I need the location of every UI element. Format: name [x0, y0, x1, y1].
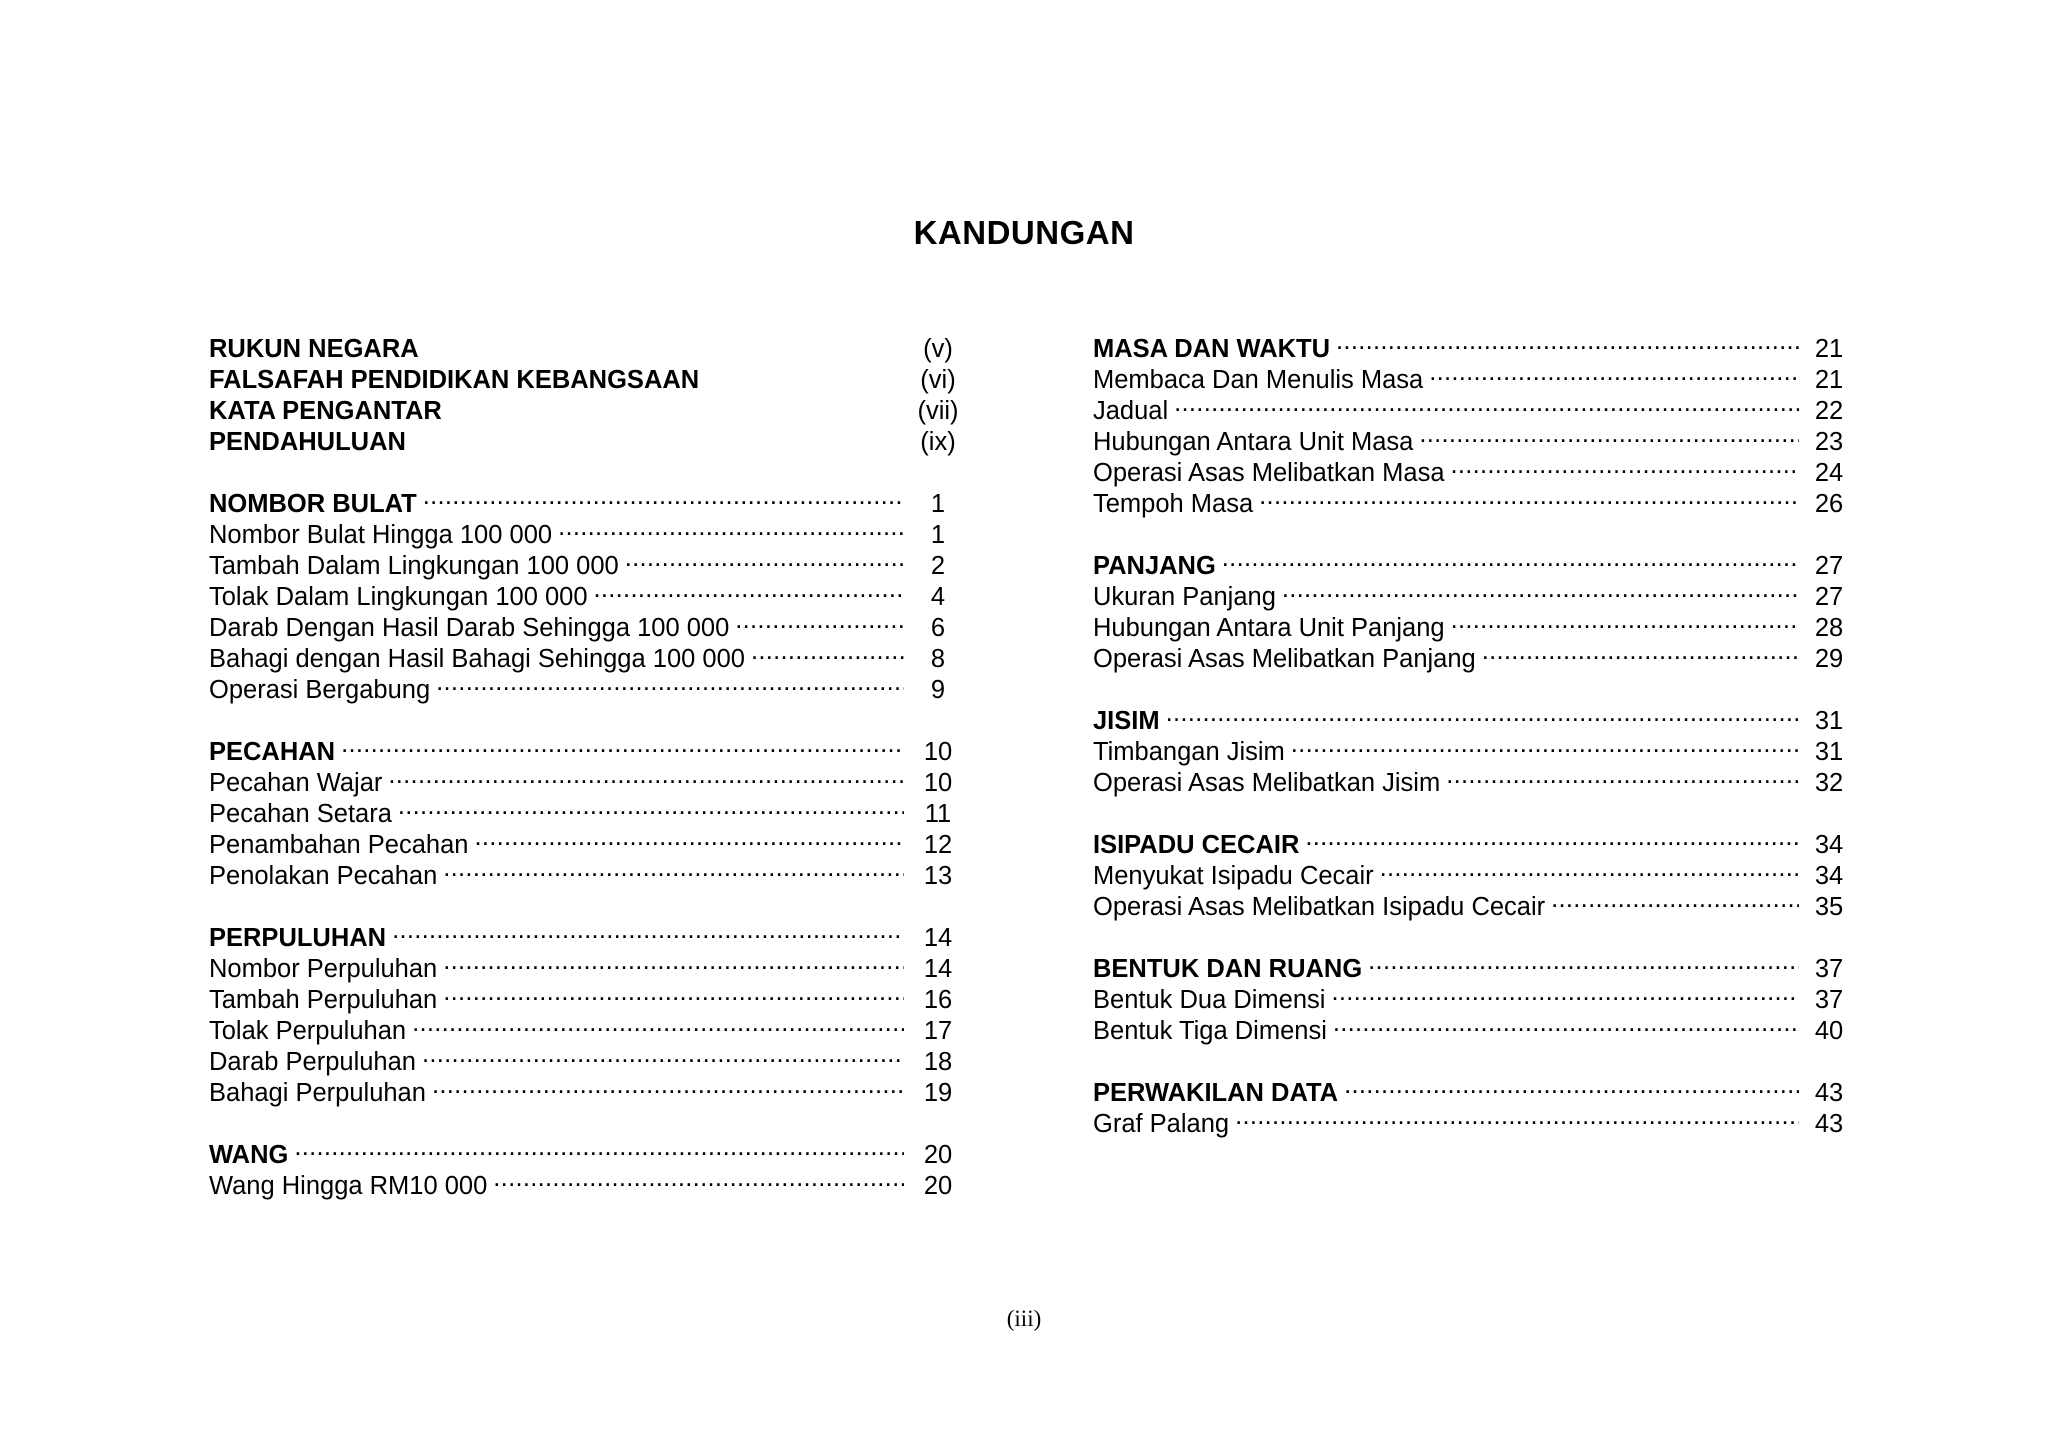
toc-leader-dots: [432, 1070, 904, 1101]
toc-leader-dots: [1222, 543, 1799, 574]
toc-entry-page: 1: [930, 490, 946, 518]
toc-entry-page: (vi): [920, 366, 956, 394]
toc-entry-label: Pecahan Wajar: [209, 769, 383, 797]
toc-leader-dots: [341, 729, 904, 760]
toc-entry-label: WANG: [209, 1141, 289, 1169]
toc-entry-page: 17: [923, 1017, 953, 1045]
toc-entry-label: Tolak Dalam Lingkungan 100 000: [209, 583, 588, 611]
toc-leader-dots: [705, 357, 904, 388]
toc-entry-label: KATA PENGANTAR: [209, 397, 442, 425]
toc-entry-label: Operasi Asas Melibatkan Isipadu Cecair: [1093, 893, 1546, 921]
toc-leader-dots: [412, 1008, 904, 1039]
toc-entry-page: 18: [923, 1048, 953, 1076]
toc-entry-page: 16: [923, 986, 953, 1014]
toc-section-heading: [1093, 698, 1853, 735]
toc-entry: [209, 1163, 966, 1200]
toc-leader-dots: [1282, 574, 1799, 605]
toc-leader-dots: [398, 791, 904, 822]
toc-entry-label: JISIM: [1093, 707, 1160, 735]
toc-leader-dots: [443, 853, 904, 884]
toc-entry-page: 20: [923, 1172, 953, 1200]
toc-entry-label: Jadual: [1093, 397, 1169, 425]
toc-leader-dots: [1551, 884, 1799, 915]
toc-section-heading: [209, 481, 966, 518]
toc-leader-dots: [294, 1132, 904, 1163]
toc-section-heading: [209, 326, 966, 363]
toc-entry-label: Graf Palang: [1093, 1110, 1230, 1138]
toc-leader-dots: [425, 326, 904, 357]
toc-section-heading: [209, 1132, 966, 1169]
toc-entry-page: 8: [930, 645, 946, 673]
toc-leader-dots: [392, 915, 904, 946]
toc-entry-label: ISIPADU CECAIR: [1093, 831, 1300, 859]
toc-section-heading: [209, 915, 966, 952]
toc-entry-page: 1: [930, 521, 946, 549]
toc-entry-page: 31: [1814, 707, 1844, 735]
toc-entry-label: PENDAHULUAN: [209, 428, 406, 456]
toc-entry-label: Tambah Dalam Lingkungan 100 000: [209, 552, 619, 580]
toc-entry-label: PECAHAN: [209, 738, 336, 766]
toc-leader-dots: [388, 760, 904, 791]
toc-entry-page: 21: [1814, 366, 1844, 394]
toc-entry-label: Tolak Perpuluhan: [209, 1017, 407, 1045]
toc-leader-dots: [1336, 326, 1799, 357]
toc-leader-dots: [474, 822, 904, 853]
toc-entry-page: 27: [1814, 583, 1844, 611]
toc-leader-dots: [735, 605, 904, 636]
toc-section-heading: [1093, 543, 1853, 580]
toc-entry-page: 4: [930, 583, 946, 611]
toc-entry-page: 19: [923, 1079, 953, 1107]
toc-entry-page: 34: [1814, 862, 1844, 890]
toc-leader-dots: [1451, 605, 1799, 636]
toc-entry-page: 40: [1814, 1017, 1844, 1045]
toc-entry-page: 13: [923, 862, 953, 890]
toc-leader-dots: [1419, 419, 1799, 450]
toc-entry-label: Membaca Dan Menulis Masa: [1093, 366, 1424, 394]
toc-entry-page: 37: [1814, 955, 1844, 983]
toc-entry-label: Menyukat Isipadu Cecair: [1093, 862, 1374, 890]
toc-section-heading: [1093, 946, 1853, 983]
toc-entry-label: MASA DAN WAKTU: [1093, 335, 1331, 363]
toc-entry-page: 24: [1814, 459, 1844, 487]
toc-leader-dots: [1429, 357, 1799, 388]
toc-leader-dots: [594, 574, 904, 605]
toc-section-heading: [1093, 822, 1853, 859]
toc-entry-page: 31: [1814, 738, 1844, 766]
toc-leader-dots: [1344, 1070, 1799, 1101]
toc-leader-dots: [1482, 636, 1799, 667]
toc-entry-label: Operasi Asas Melibatkan Masa: [1093, 459, 1445, 487]
toc-entry-page: 14: [923, 955, 953, 983]
toc-entry-page: 10: [923, 738, 953, 766]
toc-entry-label: Darab Perpuluhan: [209, 1048, 416, 1076]
toc-entry-label: Operasi Asas Melibatkan Jisim: [1093, 769, 1441, 797]
toc-entry-label: Hubungan Antara Unit Masa: [1093, 428, 1414, 456]
toc-entry-label: BENTUK DAN RUANG: [1093, 955, 1363, 983]
toc-entry-page: 43: [1814, 1079, 1844, 1107]
page-title: KANDUNGAN: [913, 214, 1135, 251]
toc-entry-page: 10: [923, 769, 953, 797]
toc-entry-page: 2: [930, 552, 946, 580]
toc-entry-label: Penolakan Pecahan: [209, 862, 438, 890]
toc-leader-dots: [436, 667, 904, 698]
toc-entry-label: Ukuran Panjang: [1093, 583, 1276, 611]
toc-entry-label: Timbangan Jisim: [1093, 738, 1285, 766]
toc-entry-page: 28: [1814, 614, 1844, 642]
toc-entry-label: Operasi Asas Melibatkan Panjang: [1093, 645, 1476, 673]
toc-leader-dots: [493, 1163, 904, 1194]
toc-entry-label: Penambahan Pecahan: [209, 831, 469, 859]
toc-entry-page: 29: [1814, 645, 1844, 673]
toc-leader-dots: [443, 946, 904, 977]
toc-leader-dots: [1333, 1008, 1799, 1039]
toc-entry: [1093, 388, 1853, 425]
toc-entry-page: 23: [1814, 428, 1844, 456]
toc-entry-label: RUKUN NEGARA: [209, 335, 419, 363]
toc-entry-label: Bahagi dengan Hasil Bahagi Sehingga 100 000: [209, 645, 745, 673]
toc-entry-page: 37: [1814, 986, 1844, 1014]
toc-entry-label: Tambah Perpuluhan: [209, 986, 438, 1014]
toc-entry-page: 6: [930, 614, 946, 642]
toc-entry-page: 35: [1814, 893, 1844, 921]
toc-leader-dots: [558, 512, 904, 543]
toc-entry-page: 9: [930, 676, 946, 704]
toc-entry-label: PERPULUHAN: [209, 924, 387, 952]
toc-entry-page: (ix): [920, 428, 956, 456]
toc-entry-page: 32: [1814, 769, 1844, 797]
toc-entry-label: PANJANG: [1093, 552, 1216, 580]
toc-leader-dots: [625, 543, 904, 574]
toc-right-column: [1093, 326, 1853, 1138]
toc-leader-dots: [751, 636, 904, 667]
toc-leader-dots: [1368, 946, 1799, 977]
toc-section-heading: [209, 729, 966, 766]
toc-leader-dots: [1331, 977, 1799, 1008]
toc-leader-dots: [443, 977, 904, 1008]
toc-entry-label: Bentuk Dua Dimensi: [1093, 986, 1326, 1014]
toc-leader-dots: [1380, 853, 1799, 884]
toc-leader-dots: [1451, 450, 1800, 481]
toc-section-heading: [1093, 1070, 1853, 1107]
toc-leader-dots: [1446, 760, 1799, 791]
toc-leader-dots: [1174, 388, 1799, 419]
toc-entry-page: 11: [924, 800, 952, 828]
toc-entry-label: Hubungan Antara Unit Panjang: [1093, 614, 1445, 642]
toc-entry-label: PERWAKILAN DATA: [1093, 1079, 1339, 1107]
toc-entry-page: 14: [923, 924, 953, 952]
toc-entry: [1093, 419, 1853, 456]
toc-entry-page: 12: [923, 831, 953, 859]
toc-leader-dots: [423, 481, 904, 512]
toc-entry-page: 21: [1814, 335, 1844, 363]
toc-entry-label: Operasi Bergabung: [209, 676, 431, 704]
toc-entry-page: 22: [1814, 397, 1844, 425]
toc-entry-label: Darab Dengan Hasil Darab Sehingga 100 000: [209, 614, 730, 642]
toc-entry-label: Pecahan Setara: [209, 800, 392, 828]
toc-entry-label: NOMBOR BULAT: [209, 490, 417, 518]
toc-entry-label: Nombor Perpuluhan: [209, 955, 438, 983]
toc-entry-label: Wang Hingga RM10 000: [209, 1172, 488, 1200]
toc-left-column: [209, 326, 966, 1200]
toc-leader-dots: [1291, 729, 1799, 760]
toc-leader-dots: [1305, 822, 1799, 853]
toc-entry-page: (v): [923, 335, 953, 363]
toc-entry-page: 27: [1814, 552, 1844, 580]
toc-leader-dots: [1259, 481, 1799, 512]
page-number: (iii): [1006, 1306, 1042, 1331]
toc-entry-page: (vii): [917, 397, 959, 425]
toc-entry-page: 43: [1814, 1110, 1844, 1138]
toc-entry-label: Nombor Bulat Hingga 100 000: [209, 521, 553, 549]
toc-entry-label: Bentuk Tiga Dimensi: [1093, 1017, 1327, 1045]
toc-leader-dots: [1235, 1101, 1799, 1132]
toc-leader-dots: [1166, 698, 1799, 729]
toc-leader-dots: [448, 388, 904, 419]
toc-section-heading: [1093, 326, 1853, 363]
toc-entry-label: Bahagi Perpuluhan: [209, 1079, 426, 1107]
toc-entry-page: 26: [1814, 490, 1844, 518]
toc-entry-page: 34: [1814, 831, 1844, 859]
toc-entry-label: FALSAFAH PENDIDIKAN KEBANGSAAN: [209, 366, 700, 394]
toc-leader-dots: [412, 419, 904, 450]
toc-entry-page: 20: [923, 1141, 953, 1169]
toc-leader-dots: [422, 1039, 904, 1070]
toc-entry: [1093, 729, 1853, 766]
toc-entry-label: Tempoh Masa: [1093, 490, 1254, 518]
